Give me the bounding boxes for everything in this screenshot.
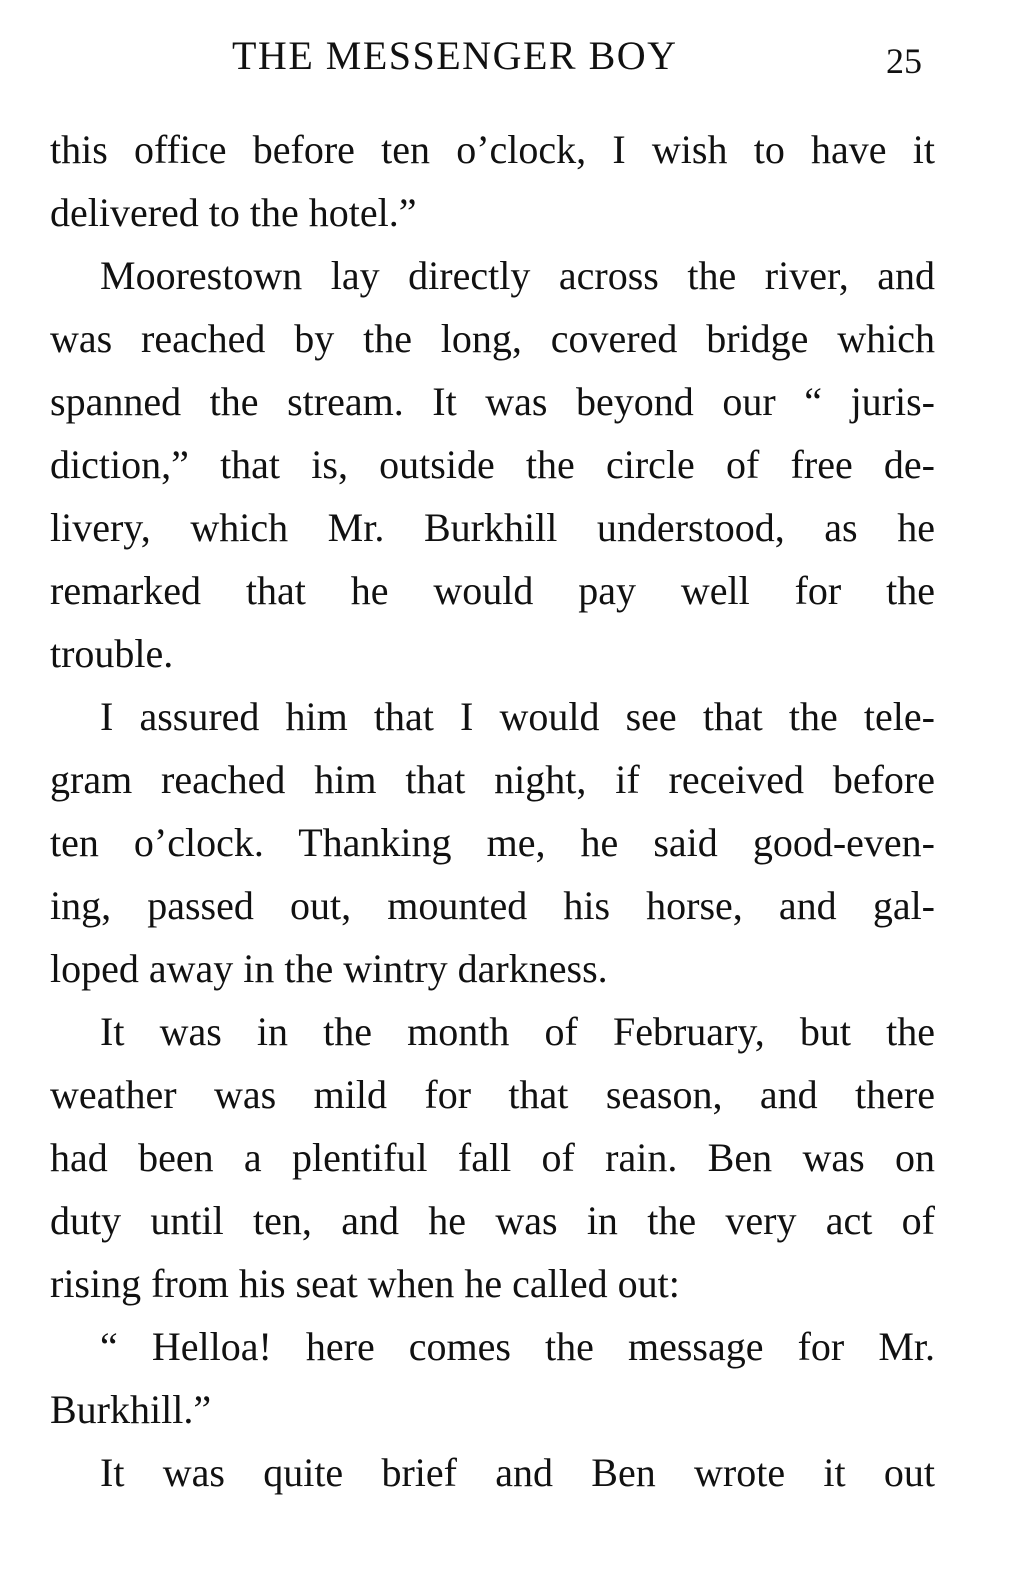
text-line: “ Helloa! here comes the message for Mr. [100,1324,935,1369]
running-title: THE MESSENGER BOY [232,33,678,78]
text-line: diction,” that is, outside the circle of free de- [50,442,935,487]
text-line: gram reached him that night, if received before [50,757,935,802]
body-text [50,118,935,1504]
text-line: loped away in the wintry darkness. [50,946,608,991]
text-line: delivered to the hotel.” [50,190,417,235]
text-line: Burkhill.” [50,1387,212,1432]
text-line: weather was mild for that season, and there [50,1072,935,1117]
text-line: Moorestown lay directly across the river, and [100,253,935,298]
page-number: 25 [886,41,922,81]
paragraph [50,1000,935,1315]
text-line: this office before ten o’clock, I wish to have it [50,127,935,172]
text-line: spanned the stream. It was beyond our “ juris- [50,379,935,424]
text-line: rising from his seat when he called out: [50,1261,680,1306]
text-line: I assured him that I would see that the tele- [100,694,935,739]
paragraph [50,1315,935,1441]
running-head [0,32,1025,82]
text-line: had been a plentiful fall of rain. Ben was on [50,1135,935,1180]
text-line: It was quite brief and Ben wrote it out [100,1450,935,1495]
text-line: ten o’clock. Thanking me, he said good-even- [50,820,935,865]
paragraph [50,1441,935,1504]
paragraph [50,685,935,1000]
text-line: was reached by the long, covered bridge which [50,316,935,361]
text-line: duty until ten, and he was in the very act of [50,1198,935,1243]
paragraph [50,244,935,685]
text-line: trouble. [50,631,174,676]
paragraph [50,118,935,244]
text-line: livery, which Mr. Burkhill understood, as he [50,505,935,550]
text-line: remarked that he would pay well for the [50,568,935,613]
text-line: ing, passed out, mounted his horse, and gal- [50,883,935,928]
text-line: It was in the month of February, but the [100,1009,935,1054]
